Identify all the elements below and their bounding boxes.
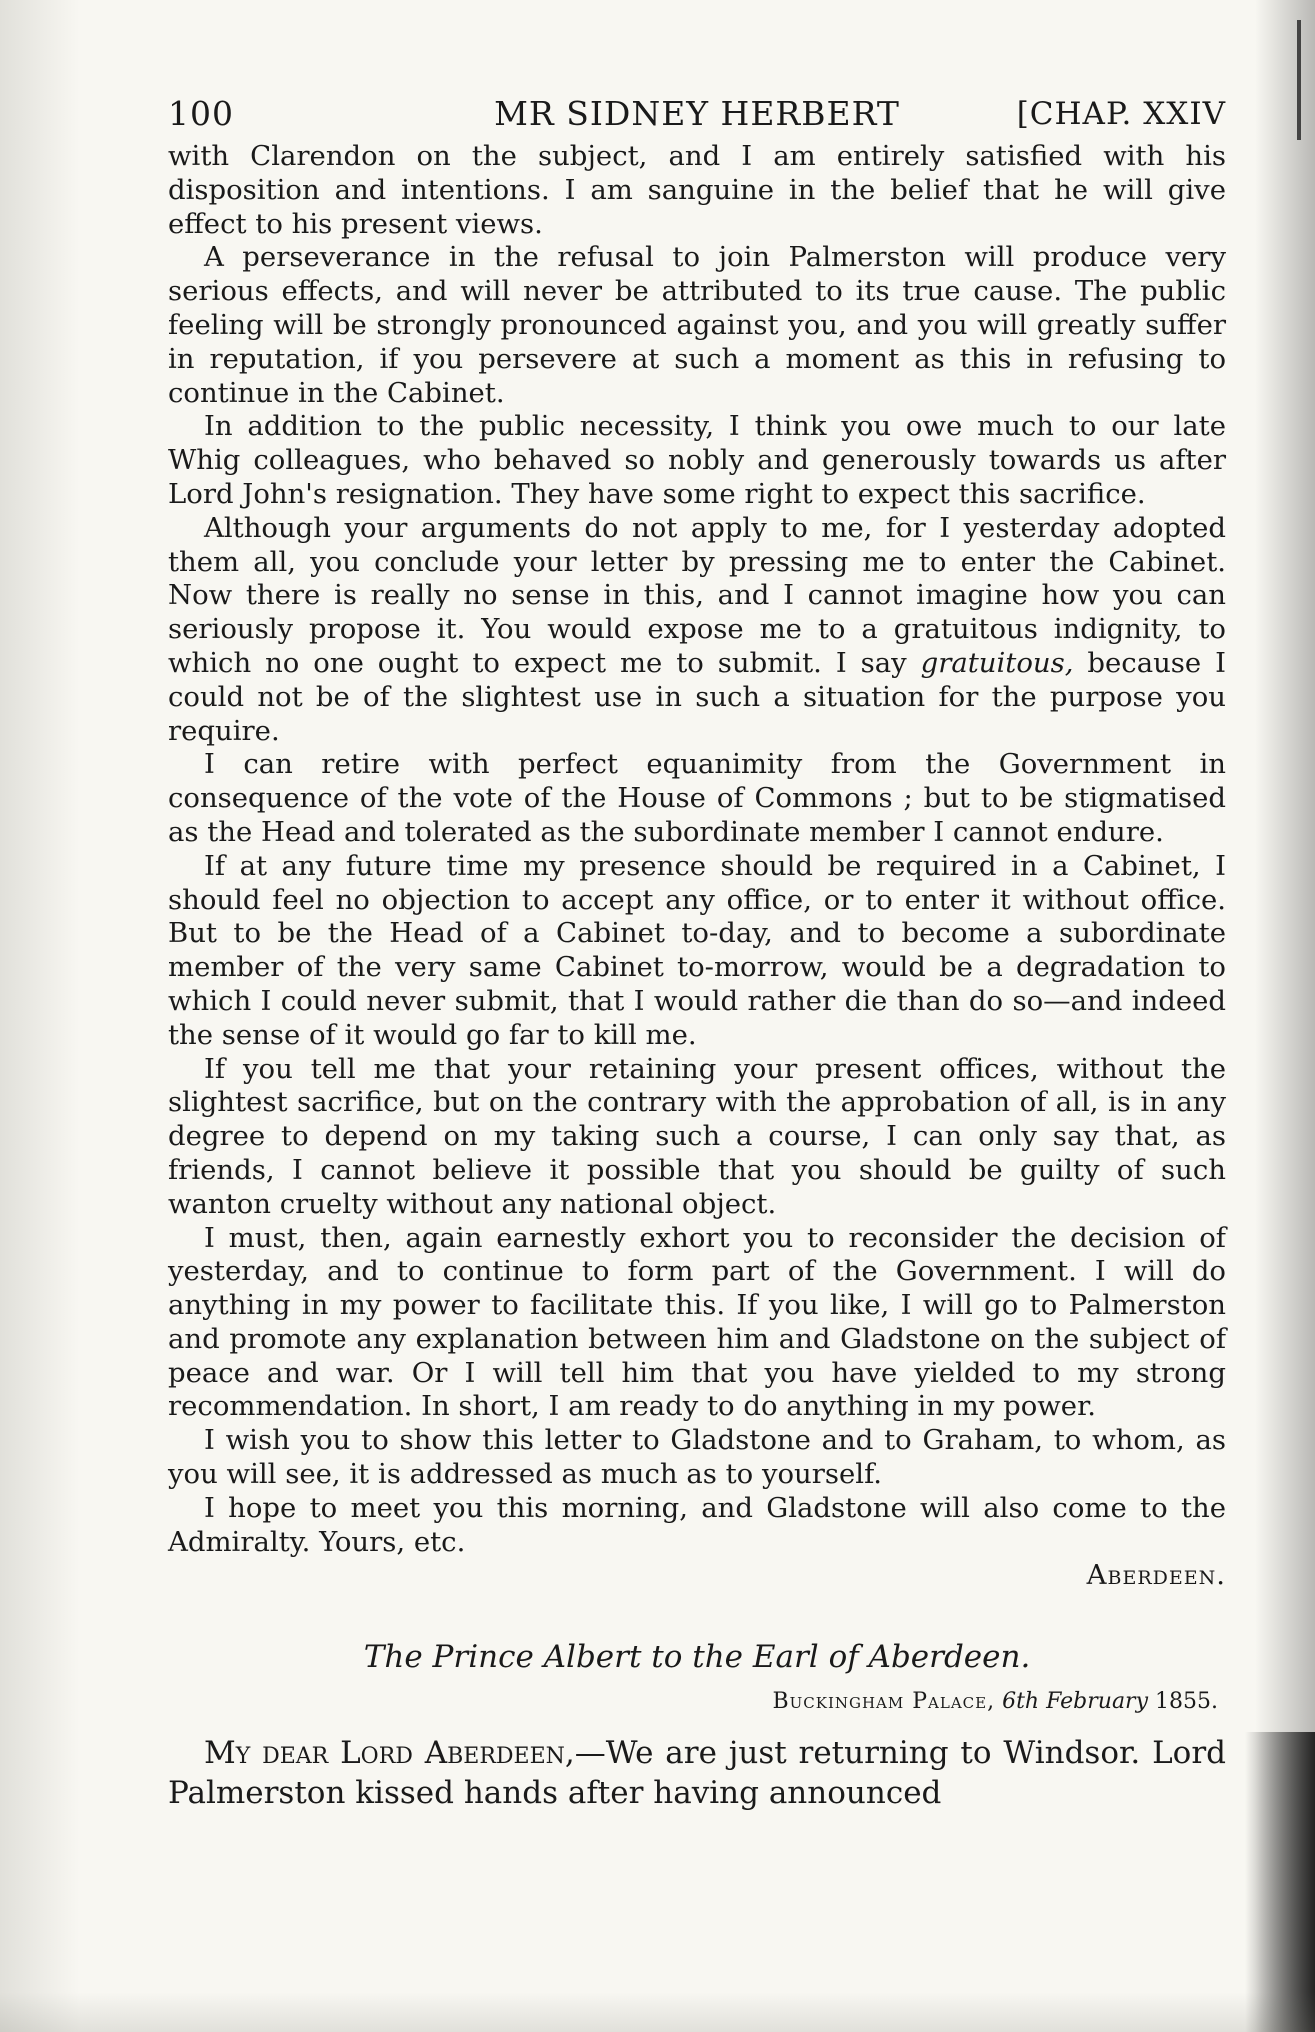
dateline xyxy=(168,1687,1226,1717)
paragraph-text: because I could not be of the slightest use in such a situation for the purpose you require. xyxy=(168,646,1226,747)
page-content xyxy=(168,94,1226,1813)
letter-heading: The Prince Albert to the Earl of Aberdeen. xyxy=(363,1639,1031,1676)
signature-line xyxy=(168,1559,1226,1593)
paragraph: I can retire with perfect equanimity from the Government in consequence of the vote of the House of Commons ; but to be stigmatised as the Head and tolerated as the subordinate member I cannot endure. xyxy=(168,748,1226,848)
dateline-day: 6th February xyxy=(1002,1689,1149,1715)
running-title: MR SIDNEY HERBERT xyxy=(494,94,900,133)
page-number: 100 xyxy=(168,94,234,133)
paragraph xyxy=(168,1733,1226,1813)
scan-edge-left xyxy=(0,0,80,2032)
paragraph: If at any future time my presence should be required in a Cabinet, I should feel no objection to accept any office, or to enter it without office. But to be the Head of a Cabinet to-day, and to become a subordinate member of the very same Cabinet to-morrow, would be a degradation to which I could never submit, that I would rather die than do so—and indeed the sense of it would go far to kill me. xyxy=(168,849,1226,1051)
scan-edge-mark xyxy=(1297,20,1301,140)
letter-body xyxy=(168,140,1226,1593)
dateline-date xyxy=(1002,1689,1218,1714)
paragraph xyxy=(168,512,1226,749)
paragraph: I wish you to show this letter to Gladstone and to Graham, to whom, as you will see, it is addressed as much as to yourself. xyxy=(168,1424,1226,1491)
emphasis: gratuitous, xyxy=(920,646,1074,679)
dateline-place: Buckingham Palace, xyxy=(772,1689,996,1715)
paragraph: A perseverance in the refusal to join Palmerston will produce very serious effects, and will never be attributed to its true cause. The public feeling will be strongly pronounced against you, and you will greatly suffer in reputation, if you persevere at such a moment as this in refusing to continue in the Cabinet. xyxy=(168,241,1226,409)
dateline-year: 1855. xyxy=(1148,1689,1218,1715)
running-head xyxy=(168,94,1226,134)
paragraph: with Clarendon on the subject, and I am entirely satisfied with his disposition and intentions. I am sanguine in the belief that he will give effect to his present views. xyxy=(168,140,1226,240)
scan-edge-right xyxy=(1255,0,1315,2032)
paragraph: I hope to meet you this morning, and Gladstone will also come to the Admiralty. Yours, etc. xyxy=(168,1491,1226,1558)
paragraph-text: —We are just returning to Windsor. Lord Palmerston kissed hands after having announced xyxy=(168,1735,1227,1812)
paragraph: I must, then, again earnestly exhort you to reconsider the decision of yesterday, and to continue to form part of the Government. I will do anything in my power to facilitate this. If you like, I will go to Palmerston and promote any explanation between him and Gladstone on the subject of peace and war. Or I will tell him that you have yielded to my strong recommendation. In short, I am ready to do anything in my power. xyxy=(168,1221,1226,1423)
paragraph: If you tell me that your retaining your present offices, without the slightest sacrifice, but on the contrary with the approbation of all, is in any degree to depend on my taking such a course, I can only say that, as friends, I cannot believe it possible that you should be guilty of such wanton cruelty without any national object. xyxy=(168,1052,1226,1220)
chapter-label: [CHAP. XXIV xyxy=(1016,96,1226,132)
scan-edge-bottom xyxy=(0,1992,1315,2032)
paragraph: In addition to the public necessity, I think you owe much to our late Whig colleagues, who behaved so nobly and generously towards us after Lord John's resignation. They have some right to expect this sacrifice. xyxy=(168,410,1226,510)
scan-edge-shadow xyxy=(1245,1732,1315,2032)
paragraph-text: Although your arguments do not apply to me, for I yesterday adopted them all, you conclude your letter by pressing me to enter the Cabinet. Now there is really no sense in this, and I cannot imagine how you can seriously propose it. You would expose me to a gratuitous indignity, to which no one ought to expect me to submit. I say xyxy=(168,511,1226,679)
signature: Aberdeen. xyxy=(1086,1559,1226,1592)
salutation: My dear Lord Aberdeen, xyxy=(204,1735,575,1772)
next-letter-body xyxy=(168,1733,1226,1813)
